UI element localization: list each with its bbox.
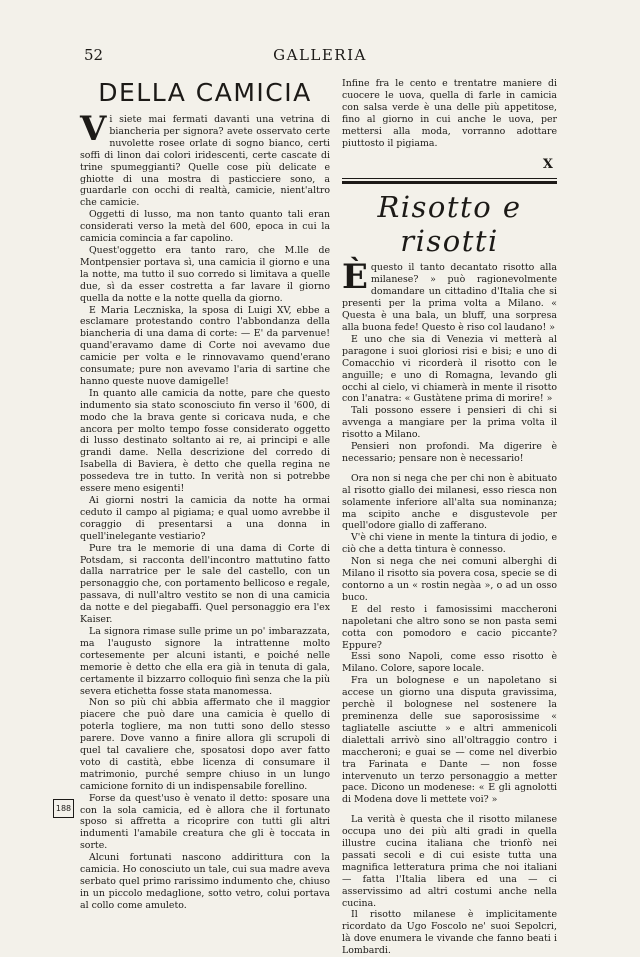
page-number: 52 <box>84 46 104 64</box>
journal-title: GALLERIA <box>273 46 367 64</box>
paragraph: Ai giorni nostri la camicia da notte ha ormai ceduto il campo al pigiama; e qual uomo avrebbe il coraggio di presentarsi a una donna in quell'inelegante vestiario? <box>80 495 330 542</box>
author-signature: X <box>542 157 553 173</box>
paragraph: Essi sono Napoli, come esso risotto è Milano. Colore, sapore locale. <box>342 651 557 675</box>
article-title-risotto: Risotto e risotti <box>377 190 522 259</box>
paragraph: Forse da quest'uso è venato il detto: sposare una con la sola camicia, ed è allora che il fortunato sposo si affretta a ricoprire con tutti gli altri indumenti l'amabile creatura che gli è toccata in sorte. <box>80 792 330 852</box>
paragraph: Infine fra le cento e trentatre maniere di cuocere le uova, quella di farle in camicia con salsa verde è una delle più appetitose, fino al giorno in cui anche le uova, per mettersi alla moda, vorranno adottare piuttosto il pigiama. <box>342 78 557 149</box>
paragraph: Alcuni fortunati nascono addirittura con la camicia. Ho conosciuto un tale, cui sua madre aveva serbato quel primo rarissimo indumento che, chiuso in un piccolo medaglione, sotto vetro, colui portava al collo come amuleto. <box>80 852 330 911</box>
paragraph: La signora rimase sulle prime un po' imbarazzata, ma l'augusto signore la intrattenne molto cortesemente per alcuni istanti, e poiché nelle memorie è detto che ella era già in tenuta di gala, certamente il bizzarro colloquio finì senza che la più severa etichetta fosse stata manomessa. <box>80 625 330 697</box>
library-stamp: 188 <box>53 799 74 818</box>
divider-thick <box>342 181 557 184</box>
paragraph: E uno che sia di Venezia vi metterà al paragone i suoi gloriosi risi e bisi; e uno di Comacchio vi ricorderà il risotto con le anguille; e uno di Romagna, levando gli occhi al cielo, vi chiamerà in mente il risotto con l'anatra: « Gustàtene prima di morire! » <box>342 333 557 405</box>
left-column <box>80 78 330 912</box>
paragraph: E Maria Leczniska, la sposa di Luigi XV, ebbe a esclamare protestando contro l'abbondanza della biancheria di una dama di corte: — E' da parvenue! quand'eravamo dame di Corte noi avevamo due camicie per volta e le rinnovavamo quend'erano consumate; pure non avevamo l'aria di sartine che hanno queste nuove damigelle! <box>80 304 330 387</box>
paragraph: Pensieri non profondi. Ma digerire è necessario; pensare non è necessario! <box>342 441 557 464</box>
paragraph: Non so più chi abbia affermato che il maggior piacere che può dare una camicia è quello di poterla togliere, ma non tutti sono dello stesso parere. Dove vanno a finire allora gli scrupoli di quel tal cavaliere che, sposatosi dopo aver fatto voto di castità, ebbe licenza di consumare il matrimonio, purché sempre chiuso in un lungo camicione fornito di un indispensabile forellino. <box>80 697 330 792</box>
paragraph: Oggetti di lusso, ma non tanto quanto tali eran considerati verso la metà del 600, epoca in cui la camicia comincia a far capolino. <box>80 209 330 245</box>
paragraph: Non si nega che nei comuni alberghi di Milano il risotto sia povera cosa, specie se di contorno a un « rostin negàa », o ad un osso buco. <box>342 556 557 603</box>
paragraph: Il risotto milanese è implicitamente ricordato da Ugo Foscolo ne' suoi Sepolcri, là dove enumera le vivande che fanno beati i Lombardi. <box>342 909 557 957</box>
drop-cap: È <box>342 257 368 298</box>
spacer <box>342 806 557 814</box>
paragraph: Fra un bolognese e un napoletano si accese un giorno una disputa gravissima, perchè il bolognese nel sostenere la preminenza delle sue saporosissime « tagliatelle asciutte » e altri ammenicoli dialettali arrivò sino all'oltraggio contro i maccheroni; e guai se — come nel diverbio tra Farinata e Dante — non fosse intervenuto un terzo personaggio a metter pace. Dicono un modenese: « E gli agnolotti di Modena dove li mettete voi? » <box>342 675 557 806</box>
paragraph: La verità è questa che il risotto milanese occupa uno dei più alti gradi in quella illustre cucina italiana che trionfò nei passati secoli e di cui esiste tutta una magnifica letteratura prima che noi italiani — fatta l'Italia libera ed una — ci asservissimo ad altri costumi anche nella cucina. <box>342 814 557 909</box>
paragraph: Pure tra le memorie di una dama di Corte di Potsdam, si racconta dell'incontro mattutino fatto dalla narratrice per le sale del castello, con un personaggio che, con portamento bellicoso e regale, passava, di null'altro vestito se non di una camicia da notte e del piegabaffi. Quel personaggio era l'ex Kaiser. <box>80 542 330 626</box>
paragraph: V'è chi viene in mente la tintura di jodio, e ciò che a detta tintura è connesso. <box>342 532 557 556</box>
paragraph: Quest'oggetto era tanto raro, che M.lle de Montpensier portava sì, una camicia il giorno e una la notte, ma tutto il suo corredo si limitava a quelle due, sì da esser costretta a far lavare il giorno quella da notte e la notte quella da giorno. <box>80 244 330 304</box>
paragraph: Èquesto il tanto decantato risotto alla milanese? » può ragionevolmente domandare un cittadino d'Italia che si presenti per la prima volta a Milano. « Questa è una bala, un bluff, una sorpresa alla buona fede! Questo è riso col laudano! » <box>342 257 557 333</box>
paragraph: Vi siete mai fermati davanti una vetrina di biancheria per signora? avete osservato certe nuvolette rosee orlate di sogno bianco, certi soffi di linon dai colori iridescenti, certe cascate di trine spumeggianti? Quelle cose più delicate e ghiotte di una mostra di pasticciere sono, a guardarle con occhi di realtà, camicie, nient'altro che camicie. <box>80 109 330 209</box>
drop-cap: V <box>80 109 107 149</box>
right-column <box>342 78 557 957</box>
spacer <box>342 465 557 473</box>
paragraph: Tali possono essere i pensieri di chi si avvenga a mangiare per la prima volta il risotto a Milano. <box>342 405 557 441</box>
paragraph: E del resto i famosissimi maccheroni napoletani che altro sono se non pasta semi cotta con pomodoro e cacio piccante? Eppure? <box>342 603 557 651</box>
divider <box>342 178 557 179</box>
paragraph: Ora non si nega che per chi non è abituato al risotto giallo dei milanesi, esso riesca non solamente inferiore all'alta sua nominanza; ma scipito anche e disgustevole per quell'odore giallo di zafferano. <box>342 472 557 532</box>
paragraph: In quanto alle camicia da notte, pare che questo indumento sia stato sconosciuto fin verso il '600, di modo che la brava gente si coricava nuda, e che ancora per molto tempo fosse considerato oggetto di lusso destinato soltanto ai re, ai principi e alle grandi dame. Nella descrizione del corredo di Isabella di Baviera, è detto che quella regina ne possedeva tre in tutto. In verità non si potrebbe essere meno esigenti! <box>80 387 330 495</box>
article-title-camicia: DELLA CAMICIA <box>98 78 312 107</box>
